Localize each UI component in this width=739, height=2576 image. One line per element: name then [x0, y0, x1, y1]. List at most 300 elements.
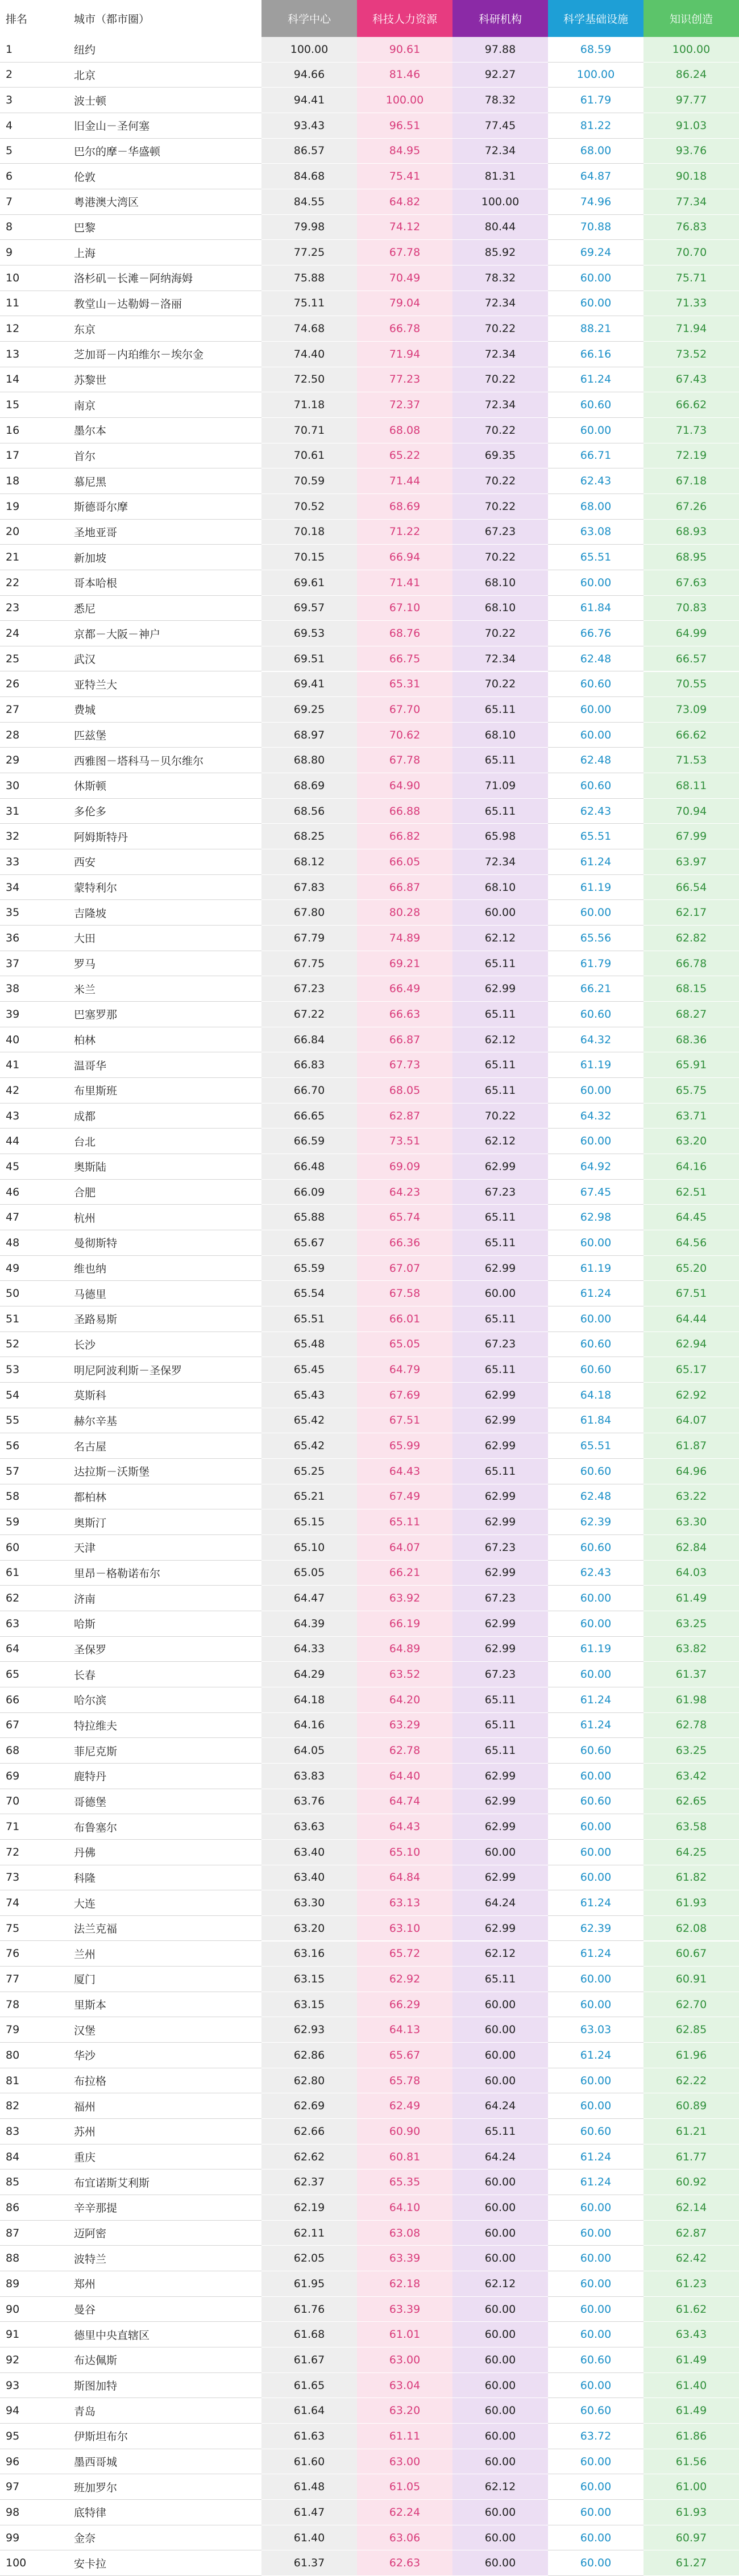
- rank-cell: 8: [0, 215, 68, 240]
- rank-cell: 94: [0, 2398, 68, 2424]
- infrastructure-cell: 60.00: [548, 1230, 643, 1256]
- knowledge-creation-cell: 62.87: [643, 2221, 739, 2246]
- knowledge-creation-cell: 77.34: [643, 189, 739, 215]
- research-institutions-cell: 65.11: [452, 1230, 548, 1256]
- knowledge-creation-cell: 67.43: [643, 367, 739, 393]
- talent-cell: 100.00: [357, 88, 452, 113]
- infrastructure-cell: 60.60: [548, 1459, 643, 1484]
- infrastructure-cell: 64.87: [548, 164, 643, 189]
- talent-cell: 72.37: [357, 392, 452, 418]
- talent-cell: 63.04: [357, 2373, 452, 2399]
- rank-cell: 27: [0, 697, 68, 723]
- science-center-cell: 75.88: [261, 266, 357, 291]
- table-row: [0, 1129, 739, 1154]
- table-row: [0, 2043, 739, 2068]
- table-row: [0, 2144, 739, 2170]
- science-center-cell: 65.15: [261, 1509, 357, 1535]
- rank-cell: 1: [0, 37, 68, 63]
- city-cell: 布拉格: [68, 2068, 261, 2094]
- knowledge-creation-cell: 64.25: [643, 1840, 739, 1865]
- table-row: [0, 951, 739, 977]
- infrastructure-cell: 60.00: [548, 2068, 643, 2094]
- science-center-cell: 68.69: [261, 773, 357, 799]
- city-cell: 曼彻斯特: [68, 1230, 261, 1256]
- infrastructure-cell: 60.00: [548, 1967, 643, 1992]
- infrastructure-cell: 60.60: [548, 672, 643, 698]
- city-cell: 哥德堡: [68, 1789, 261, 1815]
- city-cell: 特拉维夫: [68, 1713, 261, 1739]
- science-center-cell: 70.18: [261, 520, 357, 545]
- science-center-cell: 68.56: [261, 799, 357, 824]
- knowledge-creation-cell: 66.62: [643, 392, 739, 418]
- table-row: [0, 1561, 739, 1586]
- science-center-cell: 65.42: [261, 1433, 357, 1459]
- infrastructure-cell: 65.51: [548, 824, 643, 849]
- knowledge-creation-cell: 63.43: [643, 2322, 739, 2347]
- knowledge-creation-cell: 60.67: [643, 1942, 739, 1967]
- science-center-cell: 66.48: [261, 1154, 357, 1180]
- rank-cell: 46: [0, 1180, 68, 1205]
- infrastructure-cell: 60.00: [548, 2525, 643, 2551]
- city-cell: 罗马: [68, 951, 261, 977]
- city-cell: 教堂山－达勒姆－洛丽: [68, 291, 261, 317]
- research-institutions-cell: 85.92: [452, 240, 548, 266]
- table-row: [0, 1865, 739, 1891]
- table-row: [0, 1230, 739, 1256]
- infrastructure-cell: 60.00: [548, 2474, 643, 2500]
- city-cell: 墨西哥城: [68, 2449, 261, 2475]
- science-center-cell: 66.70: [261, 1078, 357, 1104]
- science-center-cell: 94.41: [261, 88, 357, 113]
- research-institutions-cell: 65.11: [452, 1459, 548, 1484]
- talent-cell: 65.99: [357, 1433, 452, 1459]
- rank-cell: 91: [0, 2322, 68, 2347]
- rank-cell: 26: [0, 672, 68, 698]
- talent-cell: 69.21: [357, 951, 452, 977]
- rank-cell: 5: [0, 139, 68, 164]
- table-row: [0, 1713, 739, 1739]
- infrastructure-cell: 62.43: [548, 468, 643, 494]
- table-row: [0, 291, 739, 317]
- science-center-cell: 68.12: [261, 849, 357, 875]
- research-institutions-cell: 60.00: [452, 1992, 548, 2018]
- city-cell: 安卡拉: [68, 2550, 261, 2576]
- knowledge-creation-cell: 62.17: [643, 900, 739, 926]
- talent-cell: 68.08: [357, 418, 452, 443]
- knowledge-creation-cell: 68.15: [643, 976, 739, 1002]
- knowledge-creation-cell: 64.07: [643, 1408, 739, 1434]
- knowledge-creation-cell: 71.73: [643, 418, 739, 443]
- city-cell: 首尔: [68, 443, 261, 469]
- science-center-cell: 72.50: [261, 367, 357, 393]
- science-center-cell: 63.83: [261, 1764, 357, 1789]
- science-center-cell: 61.65: [261, 2373, 357, 2399]
- research-institutions-cell: 72.34: [452, 139, 548, 164]
- talent-cell: 68.69: [357, 494, 452, 520]
- city-cell: 吉隆坡: [68, 900, 261, 926]
- rank-cell: 28: [0, 723, 68, 748]
- infrastructure-cell: 60.60: [548, 2347, 643, 2373]
- infrastructure-cell: 66.16: [548, 342, 643, 367]
- knowledge-creation-cell: 66.54: [643, 875, 739, 901]
- rank-cell: 23: [0, 596, 68, 621]
- infrastructure-cell: 68.59: [548, 37, 643, 63]
- table-row: [0, 1484, 739, 1510]
- research-institutions-cell: 64.24: [452, 2144, 548, 2170]
- research-institutions-cell: 62.99: [452, 1154, 548, 1180]
- talent-cell: 63.13: [357, 1890, 452, 1916]
- talent-cell: 65.11: [357, 1509, 452, 1535]
- science-center-cell: 65.21: [261, 1484, 357, 1510]
- knowledge-creation-cell: 63.82: [643, 1637, 739, 1662]
- research-institutions-cell: 69.35: [452, 443, 548, 469]
- table-row: [0, 773, 739, 799]
- rank-cell: 83: [0, 2119, 68, 2144]
- city-cell: 长沙: [68, 1332, 261, 1358]
- research-institutions-cell: 64.24: [452, 1890, 548, 1916]
- science-center-cell: 61.68: [261, 2322, 357, 2347]
- city-cell: 科隆: [68, 1865, 261, 1891]
- science-center-cell: 84.55: [261, 189, 357, 215]
- science-center-cell: 61.63: [261, 2424, 357, 2449]
- rank-cell: 66: [0, 1687, 68, 1713]
- talent-cell: 73.51: [357, 1129, 452, 1154]
- talent-cell: 63.92: [357, 1586, 452, 1611]
- city-cell: 奥斯汀: [68, 1509, 261, 1535]
- table-row: [0, 2119, 739, 2144]
- infrastructure-cell: 60.00: [548, 2550, 643, 2576]
- research-institutions-cell: 60.00: [452, 900, 548, 926]
- talent-cell: 65.22: [357, 443, 452, 469]
- talent-cell: 67.51: [357, 1408, 452, 1434]
- table-row: [0, 926, 739, 951]
- infrastructure-cell: 65.51: [548, 1433, 643, 1459]
- table-row: [0, 342, 739, 367]
- science-center-cell: 64.05: [261, 1738, 357, 1764]
- science-center-cell: 68.97: [261, 723, 357, 748]
- talent-cell: 81.46: [357, 63, 452, 88]
- research-institutions-cell: 62.12: [452, 1027, 548, 1053]
- table-row: [0, 2474, 739, 2500]
- table-row: [0, 443, 739, 469]
- table-row: [0, 1154, 739, 1180]
- rank-cell: 78: [0, 1992, 68, 2018]
- rank-cell: 74: [0, 1890, 68, 1916]
- knowledge-creation-cell: 62.94: [643, 1332, 739, 1358]
- infrastructure-cell: 60.00: [548, 1992, 643, 2018]
- infrastructure-cell: 60.00: [548, 1586, 643, 1611]
- infrastructure-cell: 68.00: [548, 139, 643, 164]
- knowledge-creation-cell: 61.98: [643, 1687, 739, 1713]
- infrastructure-cell: 60.00: [548, 1611, 643, 1637]
- infrastructure-cell: 60.00: [548, 2195, 643, 2221]
- rank-cell: 85: [0, 2170, 68, 2195]
- infrastructure-cell: 62.48: [548, 646, 643, 672]
- talent-cell: 68.76: [357, 621, 452, 646]
- infrastructure-cell: 61.24: [548, 2043, 643, 2068]
- knowledge-creation-cell: 61.27: [643, 2550, 739, 2576]
- table-row: [0, 2525, 739, 2551]
- rank-cell: 82: [0, 2093, 68, 2119]
- talent-cell: 64.43: [357, 1459, 452, 1484]
- table-row: [0, 63, 739, 88]
- infrastructure-cell: 60.00: [548, 2322, 643, 2347]
- talent-cell: 65.67: [357, 2043, 452, 2068]
- knowledge-creation-cell: 61.77: [643, 2144, 739, 2170]
- city-cell: 墨尔本: [68, 418, 261, 443]
- knowledge-creation-cell: 68.27: [643, 1002, 739, 1027]
- table-row: [0, 1332, 739, 1358]
- infrastructure-cell: 60.00: [548, 723, 643, 748]
- city-cell: 伊斯坦布尔: [68, 2424, 261, 2449]
- table-row: [0, 570, 739, 596]
- knowledge-creation-cell: 61.93: [643, 1890, 739, 1916]
- research-institutions-cell: 62.99: [452, 1764, 548, 1789]
- knowledge-creation-cell: 66.62: [643, 723, 739, 748]
- city-cell: 波士顿: [68, 88, 261, 113]
- talent-cell: 64.89: [357, 1637, 452, 1662]
- table-row: [0, 1104, 739, 1129]
- research-institutions-cell: 64.24: [452, 2093, 548, 2119]
- rank-cell: 61: [0, 1561, 68, 1586]
- rank-cell: 95: [0, 2424, 68, 2449]
- talent-cell: 66.75: [357, 646, 452, 672]
- science-center-cell: 65.43: [261, 1383, 357, 1408]
- table-row: [0, 2500, 739, 2525]
- table-row: [0, 2246, 739, 2271]
- table-row: [0, 2017, 739, 2043]
- rank-cell: 65: [0, 1662, 68, 1687]
- infrastructure-cell: 61.24: [548, 849, 643, 875]
- research-institutions-cell: 72.34: [452, 392, 548, 418]
- infrastructure-cell: 60.00: [548, 1814, 643, 1840]
- research-institutions-cell: 60.00: [452, 2500, 548, 2525]
- knowledge-creation-cell: 61.93: [643, 2500, 739, 2525]
- rank-cell: 73: [0, 1865, 68, 1891]
- research-institutions-cell: 62.99: [452, 1256, 548, 1281]
- knowledge-creation-cell: 61.49: [643, 1586, 739, 1611]
- city-cell: 布鲁塞尔: [68, 1814, 261, 1840]
- table-row: [0, 1611, 739, 1637]
- talent-cell: 65.72: [357, 1942, 452, 1967]
- talent-cell: 64.20: [357, 1687, 452, 1713]
- table-row: [0, 392, 739, 418]
- research-institutions-cell: 62.99: [452, 1865, 548, 1891]
- table-row: [0, 1509, 739, 1535]
- science-center-cell: 61.60: [261, 2449, 357, 2475]
- rank-cell: 7: [0, 189, 68, 215]
- knowledge-creation-cell: 65.20: [643, 1256, 739, 1281]
- knowledge-creation-cell: 66.57: [643, 646, 739, 672]
- science-center-cell: 61.40: [261, 2525, 357, 2551]
- rank-cell: 87: [0, 2221, 68, 2246]
- infrastructure-cell: 65.56: [548, 926, 643, 951]
- rank-cell: 9: [0, 240, 68, 266]
- rank-cell: 93: [0, 2373, 68, 2399]
- research-institutions-cell: 70.22: [452, 367, 548, 393]
- talent-cell: 63.00: [357, 2449, 452, 2475]
- infrastructure-cell: 81.22: [548, 113, 643, 139]
- knowledge-creation-cell: 67.18: [643, 468, 739, 494]
- infrastructure-cell: 62.43: [548, 1561, 643, 1586]
- city-cell: 斯德哥尔摩: [68, 494, 261, 520]
- city-cell: 厦门: [68, 1967, 261, 1992]
- research-institutions-cell: 65.11: [452, 1052, 548, 1078]
- city-cell: 多伦多: [68, 799, 261, 824]
- header-knowledge-creation: 知识创造: [643, 0, 739, 37]
- knowledge-creation-cell: 67.51: [643, 1281, 739, 1306]
- research-institutions-cell: 60.00: [452, 2347, 548, 2373]
- infrastructure-cell: 60.00: [548, 1078, 643, 1104]
- table-row: [0, 1408, 739, 1434]
- science-center-cell: 63.40: [261, 1840, 357, 1865]
- table-row: [0, 2170, 739, 2195]
- city-cell: 都柏林: [68, 1484, 261, 1510]
- science-center-cell: 63.20: [261, 1916, 357, 1942]
- city-cell: 明尼阿波利斯－圣保罗: [68, 1357, 261, 1383]
- knowledge-creation-cell: 63.58: [643, 1814, 739, 1840]
- research-institutions-cell: 80.44: [452, 215, 548, 240]
- research-institutions-cell: 60.00: [452, 2195, 548, 2221]
- rank-cell: 31: [0, 799, 68, 824]
- rank-cell: 62: [0, 1586, 68, 1611]
- table-row: [0, 976, 739, 1002]
- table-row: [0, 1052, 739, 1078]
- talent-cell: 60.81: [357, 2144, 452, 2170]
- research-institutions-cell: 62.12: [452, 926, 548, 951]
- infrastructure-cell: 60.00: [548, 697, 643, 723]
- knowledge-creation-cell: 63.71: [643, 1104, 739, 1129]
- talent-cell: 80.28: [357, 900, 452, 926]
- knowledge-creation-cell: 61.96: [643, 2043, 739, 2068]
- infrastructure-cell: 62.48: [548, 1484, 643, 1510]
- science-center-cell: 64.29: [261, 1662, 357, 1687]
- knowledge-creation-cell: 62.14: [643, 2195, 739, 2221]
- header-talent: 科技人力资源: [357, 0, 452, 37]
- rank-cell: 58: [0, 1484, 68, 1510]
- rank-cell: 19: [0, 494, 68, 520]
- research-institutions-cell: 65.11: [452, 1357, 548, 1383]
- talent-cell: 67.69: [357, 1383, 452, 1408]
- rank-cell: 75: [0, 1916, 68, 1942]
- talent-cell: 90.61: [357, 37, 452, 63]
- science-center-cell: 77.25: [261, 240, 357, 266]
- research-institutions-cell: 67.23: [452, 1662, 548, 1687]
- city-cell: 天津: [68, 1535, 261, 1561]
- science-center-cell: 64.18: [261, 1687, 357, 1713]
- city-cell: 底特律: [68, 2500, 261, 2525]
- talent-cell: 64.10: [357, 2195, 452, 2221]
- research-institutions-cell: 60.00: [452, 2550, 548, 2576]
- city-cell: 洛杉矶－长滩－阿纳海姆: [68, 266, 261, 291]
- city-cell: 西雅图－塔科马－贝尔维尔: [68, 748, 261, 773]
- talent-cell: 67.58: [357, 1281, 452, 1306]
- research-institutions-cell: 67.23: [452, 1586, 548, 1611]
- rank-cell: 24: [0, 621, 68, 646]
- research-institutions-cell: 78.32: [452, 266, 548, 291]
- knowledge-creation-cell: 60.92: [643, 2170, 739, 2195]
- infrastructure-cell: 65.51: [548, 545, 643, 570]
- infrastructure-cell: 61.24: [548, 367, 643, 393]
- city-cell: 新加坡: [68, 545, 261, 570]
- science-center-cell: 67.22: [261, 1002, 357, 1027]
- city-cell: 布里斯班: [68, 1078, 261, 1104]
- city-cell: 辛辛那提: [68, 2195, 261, 2221]
- infrastructure-cell: 60.00: [548, 1306, 643, 1332]
- talent-cell: 71.94: [357, 342, 452, 367]
- rank-cell: 15: [0, 392, 68, 418]
- talent-cell: 66.63: [357, 1002, 452, 1027]
- knowledge-creation-cell: 67.63: [643, 570, 739, 596]
- infrastructure-cell: 62.48: [548, 748, 643, 773]
- research-institutions-cell: 60.00: [452, 2068, 548, 2094]
- table-row: [0, 240, 739, 266]
- city-cell: 温哥华: [68, 1052, 261, 1078]
- city-cell: 郑州: [68, 2271, 261, 2297]
- talent-cell: 66.01: [357, 1306, 452, 1332]
- city-cell: 哈尔滨: [68, 1687, 261, 1713]
- rank-cell: 70: [0, 1789, 68, 1815]
- city-cell: 费城: [68, 697, 261, 723]
- talent-cell: 65.78: [357, 2068, 452, 2094]
- research-institutions-cell: 65.11: [452, 1967, 548, 1992]
- knowledge-creation-cell: 68.11: [643, 773, 739, 799]
- talent-cell: 66.29: [357, 1992, 452, 2018]
- rank-cell: 17: [0, 443, 68, 469]
- rank-cell: 18: [0, 468, 68, 494]
- research-institutions-cell: 65.11: [452, 1205, 548, 1230]
- knowledge-creation-cell: 100.00: [643, 37, 739, 63]
- table-row: [0, 1942, 739, 1967]
- rank-cell: 36: [0, 926, 68, 951]
- rank-cell: 90: [0, 2297, 68, 2322]
- science-center-cell: 61.76: [261, 2297, 357, 2322]
- talent-cell: 67.07: [357, 1256, 452, 1281]
- talent-cell: 71.22: [357, 520, 452, 545]
- knowledge-creation-cell: 61.86: [643, 2424, 739, 2449]
- science-center-cell: 66.65: [261, 1104, 357, 1129]
- rank-cell: 32: [0, 824, 68, 849]
- talent-cell: 63.52: [357, 1662, 452, 1687]
- infrastructure-cell: 60.60: [548, 1738, 643, 1764]
- city-cell: 纽约: [68, 37, 261, 63]
- science-center-cell: 84.68: [261, 164, 357, 189]
- table-row: [0, 367, 739, 393]
- knowledge-creation-cell: 62.92: [643, 1383, 739, 1408]
- table-row: [0, 2449, 739, 2475]
- rank-cell: 25: [0, 646, 68, 672]
- knowledge-creation-cell: 91.03: [643, 113, 739, 139]
- knowledge-creation-cell: 64.99: [643, 621, 739, 646]
- rank-cell: 64: [0, 1637, 68, 1662]
- science-center-cell: 65.05: [261, 1561, 357, 1586]
- knowledge-creation-cell: 68.36: [643, 1027, 739, 1053]
- research-institutions-cell: 62.99: [452, 1433, 548, 1459]
- table-row: [0, 1967, 739, 1992]
- research-institutions-cell: 70.22: [452, 494, 548, 520]
- knowledge-creation-cell: 64.56: [643, 1230, 739, 1256]
- talent-cell: 60.90: [357, 2119, 452, 2144]
- research-institutions-cell: 62.99: [452, 1916, 548, 1942]
- rank-cell: 89: [0, 2271, 68, 2297]
- table-row: [0, 1205, 739, 1230]
- research-institutions-cell: 77.45: [452, 113, 548, 139]
- infrastructure-cell: 61.84: [548, 1408, 643, 1434]
- rank-cell: 96: [0, 2449, 68, 2475]
- research-institutions-cell: 60.00: [452, 2322, 548, 2347]
- rank-cell: 40: [0, 1027, 68, 1053]
- table-row: [0, 900, 739, 926]
